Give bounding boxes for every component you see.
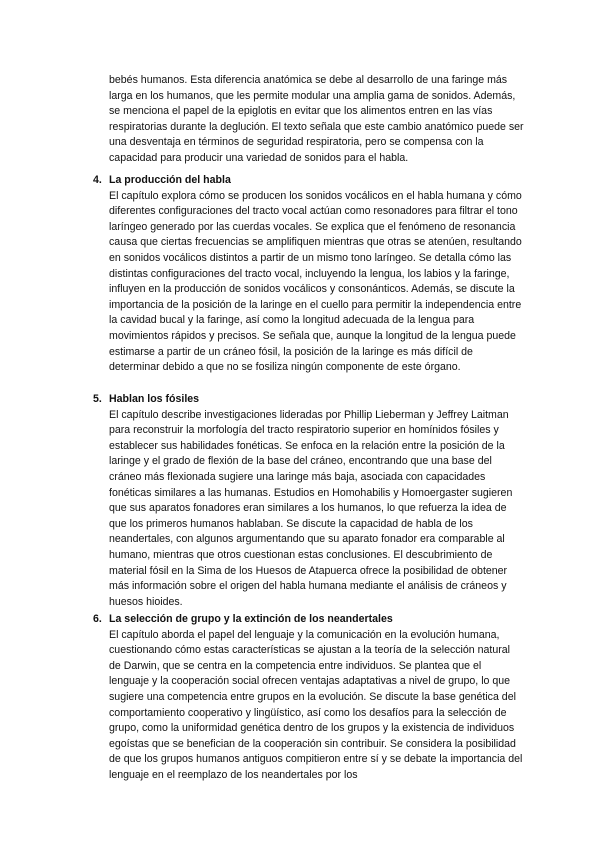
section-title: La selección de grupo y la extinción de los neandertales (109, 613, 393, 625)
section-number: 4. (93, 174, 102, 186)
section-heading (93, 392, 524, 408)
section-body: El capítulo explora cómo se producen los sonidos vocálicos en el habla humana y cómo diferentes configuraciones del tracto vocal actúan como resonadores para filtrar el tono laríngeo generado por las cuerdas vocales. Se explica que el fenómeno de resonancia causa que ciertas frecuencias se amplifiquen mientras que otras se atenúen, resultando en sonidos vocálicos distintos a partir de un mismo tono laríngeo. Se detalla cómo las distintas configuraciones del tracto vocal, incluyendo la lengua, los labios y la faringe, influyen en la producción de sonidos vocálicos y consonánticos. Además, se discute la importancia de la posición de la laringe en el cuello para permitir la independencia entre la cavidad bucal y la faringe, así como la longitud adecuada de la lengua para movimientos rápidos y precisos. Se señala que, aunque la longitud de la lengua puede estimarse a partir de un cráneo fósil, la posición de la laringe es más difícil de determinar debido a que no se fosiliza ningún componente de este órgano. (109, 189, 522, 374)
section-body: El capítulo describe investigaciones lideradas por Phillip Lieberman y Jeffrey Laitman para reconstruir la morfología del tracto respiratorio superior en homínidos fósiles y establecer sus habilidades fonéticas. Se enfoca en la relación entre la posición de la laringe y el grado de flexión de la base del cráneo, encontrando que una base del cráneo más flexionada sugiere una laringe más baja, asociada con capacidades fonéticas similares a las humanas. Estudios en Homohabilis y Homoergaster sugieren que sus aparatos fonadores eran similares a los humanos, lo que refuerza la idea de que los primeros humanos hablaban. Se discute la capacidad de habla de los neandertales, con algunos argumentando que su aparato fonador era comparable al humano, mientras que otros cuestionan estas conclusiones. El descubrimiento de material fósil en la Sima de los Huesos de Atapuerca ofrece la posibilidad de obtener más información sobre el origen del habla humana mediante el análisis de cráneos y huesos hioides. (109, 408, 513, 608)
section-title: Hablan los fósiles (109, 393, 200, 405)
intro-paragraph: bebés humanos. Esta diferencia anatómica se debe al desarrollo de una faringe más larga en los humanos, que les permite modular una amplia gama de sonidos. Además, se menciona el papel de la epiglotis en evitar que los alimentos entren en las vías respiratorias durante la deglución. El texto señala que este cambio anatómico puede ser una desventaja en términos de seguridad respiratoria, pero se compensa con la capacidad para producir una variedad de sonidos para el habla. (109, 74, 524, 164)
section-number: 6. (93, 613, 102, 625)
section-body: El capítulo aborda el papel del lenguaje y la comunicación en la evolución humana, cuestionando cómo estas características se ajustan a la teoría de la selección natural de Darwin, que se centra en la competencia entre individuos. Se plantea que el lenguaje y la cooperación social ofrecen ventajas adaptativas a nivel de grupo, lo que sugiere una competencia entre grupos en la evolución. Se discute la base genética del comportamiento cooperativo y lingüístico, así como los desafíos para la selección de grupo, como la uniformidad genética dentro de los grupos y la existencia de individuos egoístas que se benefician de la cooperación sin contribuir. Se considera la posibilidad de que los grupos humanos antiguos compitieron entre sí y se debate la importancia del lenguaje en el reemplazo de los neandertales por los (109, 628, 523, 781)
section-6 (93, 612, 524, 784)
section-4 (93, 173, 524, 376)
section-heading (93, 612, 524, 628)
section-5 (93, 392, 524, 610)
section-number: 5. (93, 393, 102, 405)
section-title: La producción del habla (109, 174, 231, 186)
section-heading (93, 173, 524, 189)
